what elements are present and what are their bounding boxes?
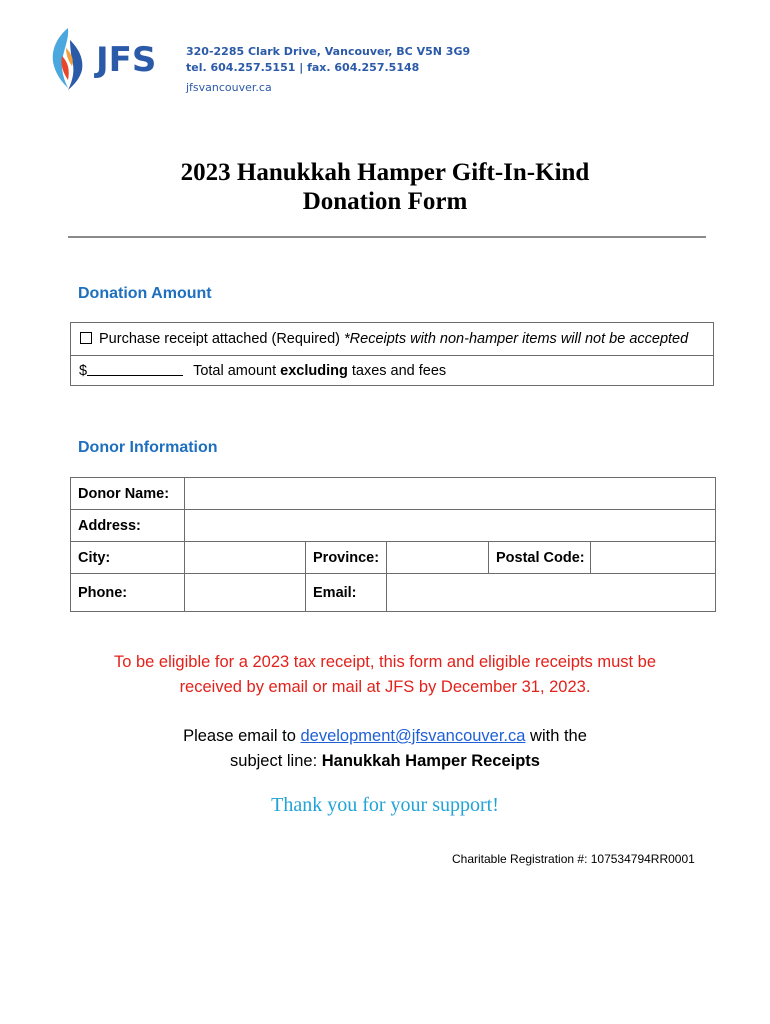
subject-prefix: subject line: — [230, 752, 322, 770]
receipt-row — [71, 323, 713, 356]
eligibility-line-1: To be eligible for a 2023 tax receipt, this form and eligible receipts must be — [113, 653, 657, 671]
receipt-label: Purchase receipt attached (Required) — [99, 331, 345, 347]
total-prefix: Total amount — [193, 363, 281, 379]
donation-amount-heading: Donation Amount — [78, 285, 212, 302]
email-link[interactable]: development@jfsvancouver.ca — [300, 727, 526, 745]
eligibility-notice — [70, 650, 700, 700]
eligibility-line-2: received by email or mail at JFS by December 31, 2023. — [179, 678, 591, 696]
currency-symbol: $ — [79, 363, 88, 379]
province-field[interactable] — [387, 542, 489, 574]
jfs-logo-icon — [48, 26, 88, 92]
donor-info-table — [70, 477, 716, 612]
logo-text: JFS — [96, 40, 157, 80]
postal-code-label: Postal Code: — [489, 542, 591, 574]
city-field[interactable] — [185, 542, 306, 574]
email-field[interactable] — [387, 574, 716, 612]
donor-information-heading: Donor Information — [78, 439, 218, 456]
email-instructions — [70, 724, 700, 774]
donor-name-field[interactable] — [185, 478, 716, 510]
phone-fax-text: tel. 604.257.5151 | fax. 604.257.5148 — [186, 61, 420, 74]
title-line-2: Donation Form — [302, 188, 468, 215]
address-label: Address: — [71, 510, 185, 542]
thank-you-message: Thank you for your support! — [271, 794, 499, 816]
province-label: Province: — [306, 542, 387, 574]
city-label: City: — [71, 542, 185, 574]
total-row — [71, 355, 713, 387]
address-text: 320-2285 Clark Drive, Vancouver, BC V5N 3G9 — [186, 45, 471, 58]
amount-field[interactable] — [87, 361, 183, 376]
website-link[interactable]: jfsvancouver.ca — [186, 81, 272, 94]
receipt-note: *Receipts with non-hamper items will not be accepted — [344, 331, 689, 347]
donation-amount-box — [70, 322, 714, 386]
phone-field[interactable] — [185, 574, 306, 612]
email-label: Email: — [306, 574, 387, 612]
address-field[interactable] — [185, 510, 716, 542]
total-suffix: taxes and fees — [347, 363, 447, 379]
subject-line: Hanukkah Hamper Receipts — [321, 752, 540, 770]
title-divider — [68, 236, 706, 238]
phone-label: Phone: — [71, 574, 185, 612]
page-title — [0, 158, 770, 216]
total-bold: excluding — [280, 363, 348, 379]
postal-code-field[interactable] — [591, 542, 716, 574]
donor-name-label: Donor Name: — [71, 478, 185, 510]
email-prefix: Please email to — [183, 727, 301, 745]
charity-registration: Charitable Registration #: 107534794RR0001 — [452, 852, 695, 866]
title-line-1: 2023 Hanukkah Hamper Gift-In-Kind — [180, 159, 590, 186]
email-suffix: with the — [525, 727, 587, 745]
receipt-checkbox[interactable] — [80, 332, 92, 344]
contact-info — [186, 44, 470, 96]
